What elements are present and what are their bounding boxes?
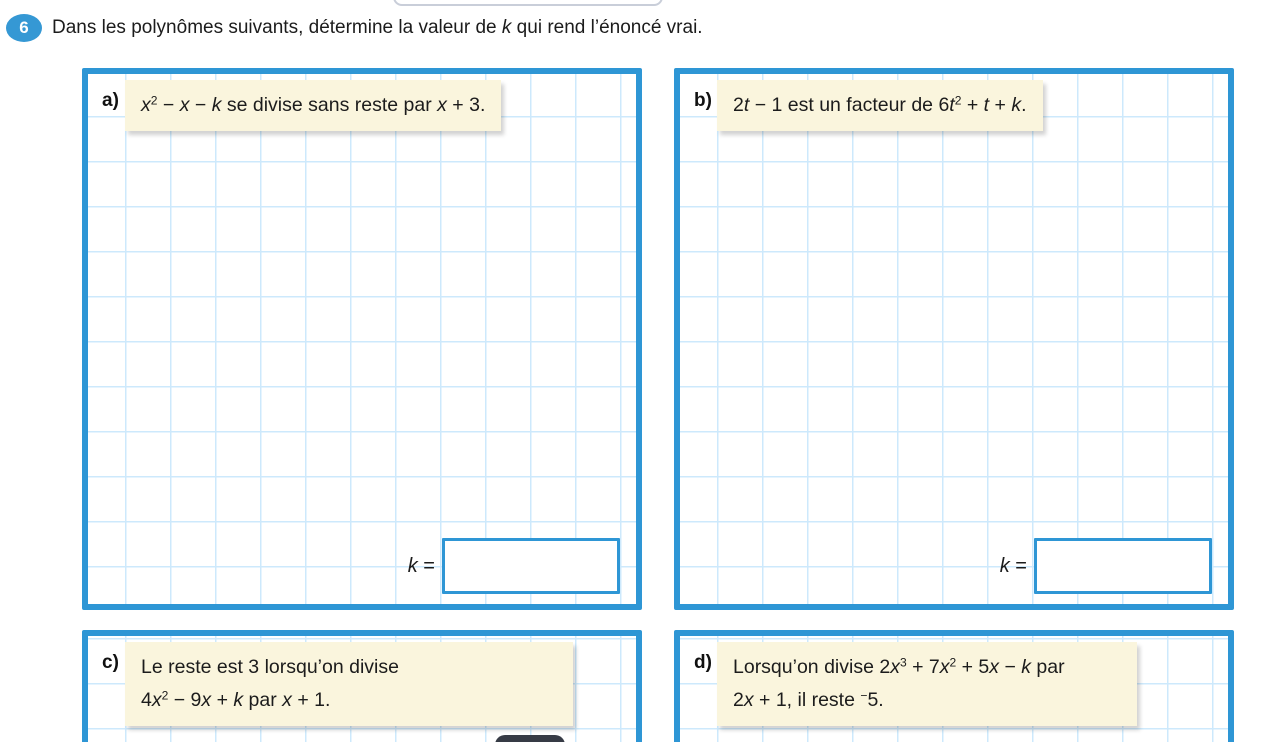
problem-statement-callout-d: [717, 642, 1137, 726]
exercise-instruction: Dans les polynômes suivants, détermine la valeur de k qui rend l’énoncé vrai.: [52, 17, 703, 38]
answer-input-a[interactable]: [442, 538, 620, 594]
answer-input-b[interactable]: [1034, 538, 1212, 594]
answer-label-b: k =: [999, 554, 1027, 577]
problem-statement-line: $4x^2 - 9x + k$ par x + 1.: [141, 688, 331, 712]
problem-box-a: [82, 68, 642, 610]
problem-statement-callout-a: [125, 80, 501, 131]
problem-statement-callout-c: [125, 642, 573, 726]
problem-label-d: d): [694, 652, 712, 673]
problem-box-b: [674, 68, 1234, 610]
problem-statement-callout-b: [717, 80, 1043, 131]
problem-statement-line: Le reste est 3 lorsqu’on divise: [141, 656, 399, 678]
problem-box-c: [82, 630, 642, 742]
exercise-number-badge: 6: [6, 14, 42, 42]
bottom-toolbar-button-partial[interactable]: [495, 735, 565, 742]
problem-statement-line: Lorsqu’on divise $2x^3 + 7x^2 + 5x - k$ par: [733, 655, 1065, 678]
answer-row-b: [1000, 538, 1212, 594]
problem-statement-line: 2x + 1, il reste −5.: [733, 688, 884, 712]
previous-answer-input-partial[interactable]: [393, 0, 663, 6]
problem-label-a: a): [102, 90, 119, 111]
problem-statement-line: $x^2 - x - k$ se divise sans reste par x + 3.: [141, 93, 486, 116]
problem-box-d: [674, 630, 1234, 742]
answer-label-a: k =: [407, 554, 435, 577]
problem-label-b: b): [694, 90, 712, 111]
answer-row-a: [408, 538, 620, 594]
problem-statement-line: 2t − 1 est un facteur de $6t^2 + t + k$.: [733, 93, 1027, 116]
problem-label-c: c): [102, 652, 119, 673]
